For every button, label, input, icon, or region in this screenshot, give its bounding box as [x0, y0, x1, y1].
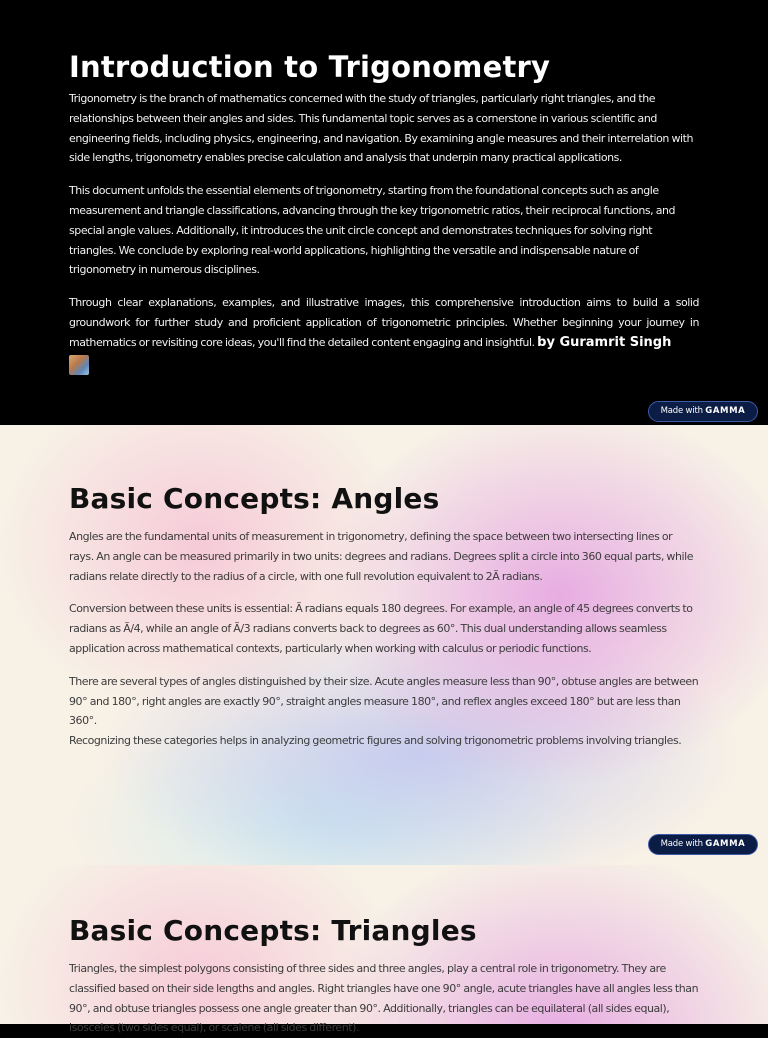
slide-introduction: [0, 0, 768, 425]
angles-paragraph-2: Conversion between these units is essential: Ã radians equals 180 degrees. For example, an angle of 45 degrees converts to radians as Ã/4, while an angle of Ã/3 radians converts back to degrees as 60°. This dual understanding allows seamless application across mathematical contexts, particularly when working with calculus or periodic functions.: [69, 602, 693, 655]
triangles-paragraph-1: Triangles, the simplest polygons consisting of three sides and three angles, play a central role in trigonometry. They are classified based on their side lengths and angles. Right triangles have one 90° angle, acute triangles have all angles less than 90°, and obtuse triangles possess one angle greater than 90°. Additionally, triangles can be equilateral (all sides equal), isosceles (two sides equal), or scalene (all sides different).: [69, 962, 699, 1035]
slide-title: Basic Concepts: Angles: [69, 482, 440, 515]
gamma-logo: GAMMA: [705, 839, 746, 849]
angles-paragraph-3-text: There are several types of angles distinguished by their size. Acute angles measure less than 90°, obtuse angles are between 90° and 180°, right angles are exactly 90°, straight angles measure 180°, and reflex angles exceed 180° but are less than 360°.: [69, 674, 699, 728]
author-avatar: [69, 355, 89, 375]
badge-prefix: Made with: [660, 839, 703, 849]
made-with-gamma-badge[interactable]: [648, 401, 758, 422]
slide-title: Basic Concepts: Triangles: [69, 914, 477, 947]
slide-triangles: [0, 865, 768, 1035]
intro-paragraph-3-text: Through clear explanations, examples, and illustrative images, this comprehensive introduction aims to build a solid groundwork for further study and proficient application of trigonometric principles. Whether beginning your journey in mathematics or revisiting core ideas, you'll find the detailed content engaging and insightful.: [69, 296, 699, 349]
slide-angles: [0, 425, 768, 865]
angles-closing-line: Recognizing these categories helps in analyzing geometric figures and solving trigonometric problems involving triangles.: [69, 734, 682, 748]
intro-paragraph-2: This document unfolds the essential elements of trigonometry, starting from the foundational concepts such as angle measurement and triangle classifications, advancing through the key trigonometric ratios, their reciprocal functions, and special angle values. Additionally, it introduces the unit circle concept and demonstrates techniques for solving right triangles. We conclude by exploring real-world applications, highlighting the versatile and indispensable nature of trigonometry in numerous disciplines.: [69, 184, 676, 277]
intro-paragraph-3: [69, 293, 699, 352]
angles-paragraph-3: [69, 672, 699, 751]
author-name: by Guramrit Singh: [537, 334, 672, 350]
gamma-logo: GAMMA: [705, 406, 746, 416]
slide-title: Introduction to Trigonometry: [69, 50, 551, 84]
intro-paragraph-1: Trigonometry is the branch of mathematics concerned with the study of triangles, particularly right triangles, and the relationships between their angles and sides. This fundamental topic serves as a cornerstone in various scientific and engineering fields, including physics, engineering, and navigation. By examining angle measures and their interrelation with side lengths, trigonometry enables precise calculation and analysis that underpin many practical applications.: [69, 92, 694, 165]
badge-prefix: Made with: [660, 406, 703, 416]
angles-paragraph-1: Angles are the fundamental units of measurement in trigonometry, defining the space between two intersecting lines or rays. An angle can be measured primarily in two units: degrees and radians. Degrees split a circle into 360 equal parts, while radians relate directly to the radius of a circle, with one full revolution equivalent to 2Ã radians.: [69, 530, 694, 583]
made-with-gamma-badge[interactable]: [648, 834, 758, 855]
